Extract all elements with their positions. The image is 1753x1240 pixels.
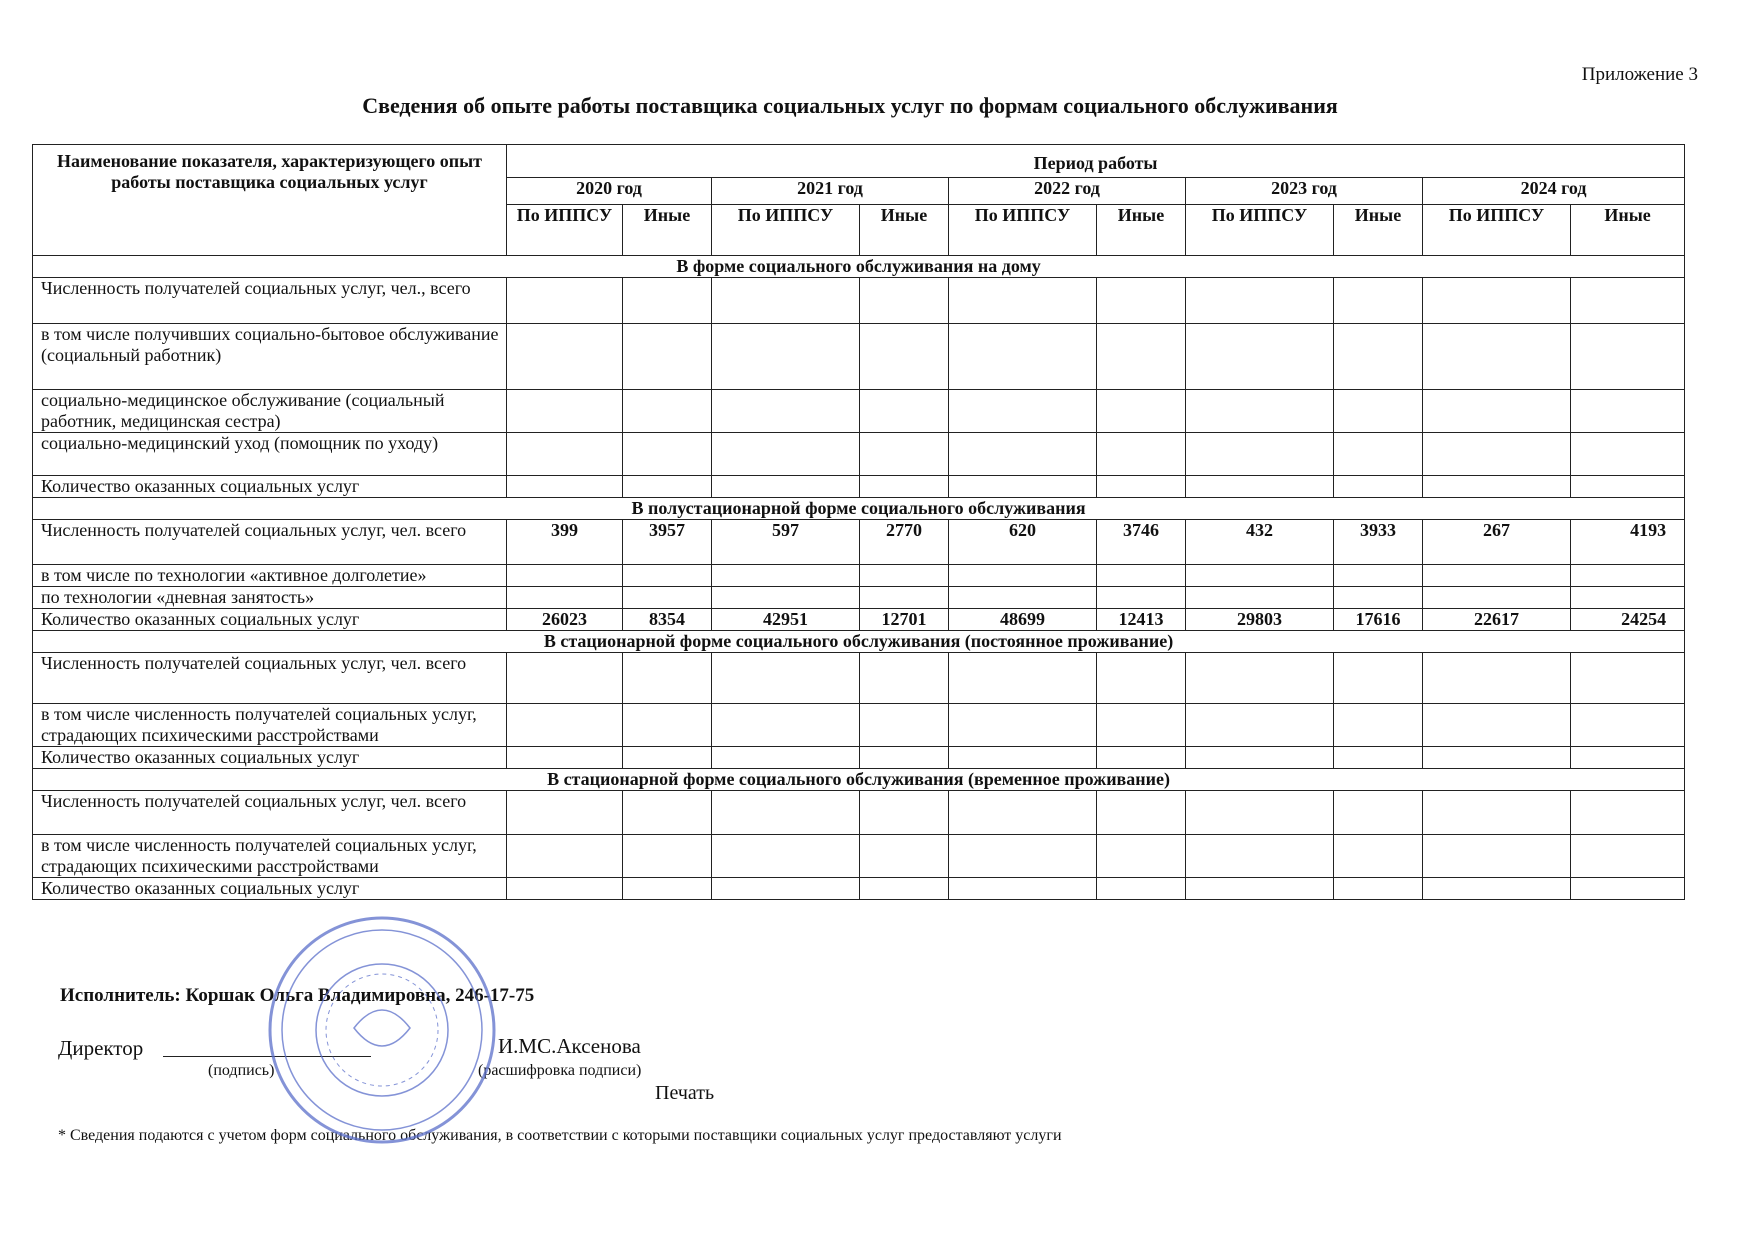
value-cell [949,587,1097,609]
year-header: 2023 год [1186,178,1423,205]
row-label: социально-медицинский уход (помощник по уходу) [33,433,507,476]
value-cell [1097,704,1186,747]
value-cell [507,433,623,476]
row-label: в том числе по технологии «активное долголетие» [33,565,507,587]
table-row [33,565,1685,587]
value-cell [1571,791,1685,835]
table-body [33,256,1685,900]
value-cell [712,278,860,324]
value-cell [860,390,949,433]
director-name: И.МС.Аксенова [498,1034,641,1058]
value-cell [507,747,623,769]
value-cell [623,791,712,835]
section-title: В стационарной форме социального обслуживания (постоянное проживание) [33,631,1685,653]
value-cell [1571,747,1685,769]
value-cell [1423,278,1571,324]
value-cell [860,565,949,587]
value-cell [507,390,623,433]
value-cell [712,653,860,704]
value-cell [507,835,623,878]
table-row [33,791,1685,835]
section-row [33,256,1685,278]
value-cell: 399 [507,520,623,565]
value-cell: 4193 [1571,520,1685,565]
value-cell [507,653,623,704]
value-cell [860,704,949,747]
value-cell [1186,835,1334,878]
value-cell: 267 [1423,520,1571,565]
value-cell [1571,433,1685,476]
table-row [33,609,1685,631]
value-cell [1186,704,1334,747]
value-cell [623,878,712,900]
table-row [33,747,1685,769]
value-cell [1334,278,1423,324]
value-cell [623,704,712,747]
value-cell [949,878,1097,900]
value-cell [623,565,712,587]
other-subheader: Иные [1334,205,1423,256]
table-row [33,835,1685,878]
value-cell [1334,565,1423,587]
value-cell [949,390,1097,433]
value-cell [507,704,623,747]
value-cell [1097,653,1186,704]
executor-line: Исполнитель: Коршак Ольга Владимировна, 246-17-75 [60,985,535,1006]
value-cell: 42951 [712,609,860,631]
value-cell [1186,476,1334,498]
value-cell [1571,476,1685,498]
row-label: Численность получателей социальных услуг, чел. всего [33,520,507,565]
value-cell [712,587,860,609]
experience-table [32,144,1685,900]
table-row [33,878,1685,900]
value-cell [1571,653,1685,704]
value-cell [860,324,949,390]
section-row [33,631,1685,653]
value-cell [507,278,623,324]
indicator-header: Наименование показателя, характеризующего опыт работы поставщика социальных услуг [33,145,507,256]
year-header: 2022 год [949,178,1186,205]
value-cell [949,791,1097,835]
section-row [33,769,1685,791]
value-cell: 12413 [1097,609,1186,631]
value-cell [949,324,1097,390]
value-cell [1423,476,1571,498]
value-cell [1097,324,1186,390]
value-cell [507,476,623,498]
value-cell: 3933 [1334,520,1423,565]
value-cell [1423,747,1571,769]
other-subheader: Иные [1097,205,1186,256]
value-cell: 22617 [1423,609,1571,631]
value-cell [860,476,949,498]
value-cell [860,878,949,900]
value-cell [1186,565,1334,587]
value-cell: 2770 [860,520,949,565]
value-cell [1097,587,1186,609]
row-label: Количество оказанных социальных услуг [33,476,507,498]
value-cell [1571,835,1685,878]
value-cell [1571,278,1685,324]
value-cell [1423,653,1571,704]
value-cell [1334,835,1423,878]
value-cell [1571,878,1685,900]
value-cell [712,565,860,587]
row-label: в том числе получивших социально-бытовое обслуживание (социальный работник) [33,324,507,390]
value-cell: 24254 [1571,609,1685,631]
footnote: * Сведения подаются с учетом форм социального обслуживания, в соответствии с которыми поставщики социальных услуг предоставляют услуги [58,1127,1062,1144]
value-cell: 597 [712,520,860,565]
value-cell [712,747,860,769]
row-label: в том числе численность получателей социальных услуг, страдающих психическими расстройствами [33,704,507,747]
value-cell: 48699 [949,609,1097,631]
value-cell: 3746 [1097,520,1186,565]
value-cell [712,835,860,878]
table-row [33,653,1685,704]
other-subheader: Иные [860,205,949,256]
value-cell [860,278,949,324]
value-cell [1571,587,1685,609]
signature-line [163,1056,371,1057]
value-cell [1423,565,1571,587]
value-cell [712,878,860,900]
value-cell [1334,433,1423,476]
value-cell [1423,791,1571,835]
value-cell [1097,390,1186,433]
ippsu-subheader: По ИППСУ [949,205,1097,256]
document-title: Сведения об опыте работы поставщика социальных услуг по формам социального обслуживания [362,93,1338,118]
row-label: в том числе численность получателей социальных услуг, страдающих психическими расстройствами [33,835,507,878]
year-header: 2024 год [1423,178,1685,205]
value-cell [1571,565,1685,587]
value-cell: 12701 [860,609,949,631]
value-cell [1423,390,1571,433]
table-row [33,476,1685,498]
official-seal-stamp [262,910,502,1150]
value-cell [712,433,860,476]
value-cell: 620 [949,520,1097,565]
value-cell [623,390,712,433]
signature-caption: (подпись) [208,1062,275,1079]
value-cell [1097,747,1186,769]
value-cell [1334,878,1423,900]
table-row [33,390,1685,433]
value-cell [623,587,712,609]
row-label: социально-медицинское обслуживание (социальный работник, медицинская сестра) [33,390,507,433]
value-cell [860,747,949,769]
value-cell [1186,791,1334,835]
value-cell [1097,476,1186,498]
year-header: 2021 год [712,178,949,205]
value-cell [1423,324,1571,390]
table-row [33,324,1685,390]
value-cell [1571,324,1685,390]
appendix-label: Приложение 3 [1581,64,1698,85]
value-cell [1334,587,1423,609]
value-cell: 26023 [507,609,623,631]
value-cell [1186,433,1334,476]
ippsu-subheader: По ИППСУ [1186,205,1334,256]
value-cell [949,565,1097,587]
year-header: 2020 год [507,178,712,205]
value-cell [949,433,1097,476]
value-cell [507,587,623,609]
row-label: Численность получателей социальных услуг, чел. всего [33,653,507,704]
value-cell [623,476,712,498]
value-cell [712,476,860,498]
value-cell [949,653,1097,704]
row-label: Количество оказанных социальных услуг [33,878,507,900]
value-cell [1334,747,1423,769]
value-cell [1571,390,1685,433]
value-cell [1334,476,1423,498]
value-cell [1186,653,1334,704]
value-cell [1186,878,1334,900]
value-cell [507,565,623,587]
value-cell [1334,791,1423,835]
value-cell [1334,324,1423,390]
director-label: Директор [58,1036,144,1060]
value-cell: 29803 [1186,609,1334,631]
value-cell [949,476,1097,498]
row-label: Количество оказанных социальных услуг [33,747,507,769]
value-cell [1423,587,1571,609]
value-cell [949,835,1097,878]
value-cell [507,878,623,900]
table-row [33,587,1685,609]
value-cell [712,704,860,747]
section-title: В стационарной форме социального обслуживания (временное проживание) [33,769,1685,791]
value-cell: 432 [1186,520,1334,565]
value-cell: 3957 [623,520,712,565]
value-cell [712,791,860,835]
value-cell [860,653,949,704]
value-cell [1186,390,1334,433]
value-cell [949,278,1097,324]
value-cell [712,324,860,390]
value-cell [1097,835,1186,878]
value-cell [1423,704,1571,747]
value-cell [623,324,712,390]
row-label: по технологии «дневная занятость» [33,587,507,609]
value-cell [860,835,949,878]
value-cell [1186,587,1334,609]
other-subheader: Иные [623,205,712,256]
value-cell [1186,278,1334,324]
section-title: В полустационарной форме социального обслуживания [33,498,1685,520]
value-cell [949,747,1097,769]
value-cell [623,433,712,476]
value-cell [1097,278,1186,324]
value-cell [1423,433,1571,476]
value-cell [860,433,949,476]
value-cell: 17616 [1334,609,1423,631]
value-cell [712,390,860,433]
value-cell [1097,791,1186,835]
value-cell [1334,390,1423,433]
value-cell [1571,704,1685,747]
value-cell [623,653,712,704]
value-cell [860,587,949,609]
value-cell: 8354 [623,609,712,631]
table-row [33,278,1685,324]
table-row [33,433,1685,476]
value-cell [1097,878,1186,900]
section-row [33,498,1685,520]
value-cell [1186,747,1334,769]
seal-label: Печать [655,1082,715,1104]
value-cell [860,791,949,835]
value-cell [507,324,623,390]
row-label: Численность получателей социальных услуг, чел. всего [33,791,507,835]
section-title: В форме социального обслуживания на дому [33,256,1685,278]
ippsu-subheader: По ИППСУ [507,205,623,256]
period-header: Период работы [507,145,1685,178]
value-cell [623,278,712,324]
ippsu-subheader: По ИППСУ [1423,205,1571,256]
ippsu-subheader: По ИППСУ [712,205,860,256]
value-cell [1423,878,1571,900]
value-cell [507,791,623,835]
value-cell [623,747,712,769]
value-cell [949,704,1097,747]
value-cell [623,835,712,878]
value-cell [1423,835,1571,878]
value-cell [1186,324,1334,390]
table-row [33,704,1685,747]
value-cell [1097,433,1186,476]
value-cell [1334,653,1423,704]
decoding-caption: (расшифровка подписи) [478,1062,642,1079]
value-cell [1334,704,1423,747]
row-label: Численность получателей социальных услуг, чел., всего [33,278,507,324]
table-head [33,145,1685,256]
table-row [33,520,1685,565]
row-label: Количество оказанных социальных услуг [33,609,507,631]
other-subheader: Иные [1571,205,1685,256]
value-cell [1097,565,1186,587]
